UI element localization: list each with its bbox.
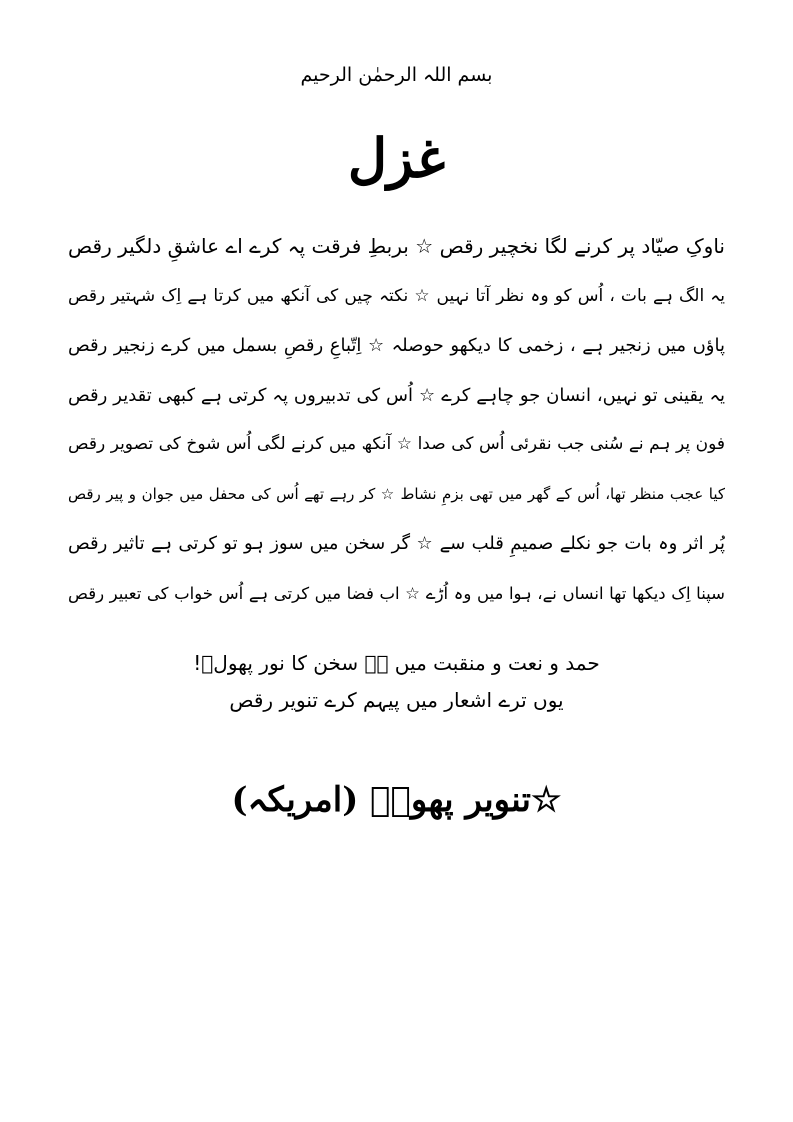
verse-line: سپنا اِک دیکھا تھا انساں نے، ہوا میں وہ اُڑے ☆ اب فضا میں کرتی ہے اُس خواب کی تعبیر رقص bbox=[68, 583, 725, 603]
closing-line: یوں ترے اشعار میں پیہم کرے تنویر رقص bbox=[229, 688, 564, 712]
closing-line: حمد و نعت و منقبت میں ہے سخن کا نور پھولؔ! bbox=[193, 651, 600, 675]
page-title: غزل bbox=[347, 126, 446, 190]
verse-line: یہ الگ ہے بات ، اُس کو وہ نظر آتا نہیں ☆ نکتہ چیں کی آنکھ میں کرتا ہے اِک شہتیر رقص bbox=[68, 285, 725, 306]
poet-signature: ☆تنویر پھولؔ (امریکہ) bbox=[231, 780, 562, 820]
verse-line: ناوکِ صیّاد پر کرنے لگا نخچیر رقص ☆ بربطِ فرقت پہ کرے اے عاشقِ دلگیر رقص bbox=[68, 234, 725, 258]
verse-line: فون پر ہم نے سُنی جب نقرئی اُس کی صدا ☆ آنکھ میں کرنے لگی اُس شوخ کی تصویر رقص bbox=[68, 434, 725, 454]
verse-list bbox=[68, 222, 725, 618]
closing-couplet bbox=[0, 645, 793, 719]
verse-line: کیا عجب منظر تھا، اُس کے گھر میں تھی بزمِ نشاط ☆ کر رہے تھے اُس کی محفل میں جوان و پیر رقص bbox=[68, 484, 725, 503]
verse-line: پاؤں میں زنجیر ہے ، زخمی کا دیکھو حوصلہ ☆ اِتّباعِ رقصِ بسمل میں کرے زنجیر رقص bbox=[68, 335, 725, 356]
verse-line: پُر اثر وہ بات جو نکلے صمیمِ قلب سے ☆ گر سخن میں سوز ہو تو کرتی ہے تاثیر رقص bbox=[68, 533, 725, 554]
verse-line: یہ یقینی تو نہیں، انسان جو چاہے کرے ☆ اُس کی تدبیروں پہ کرتی ہے کبھی تقدیر رقص bbox=[68, 384, 725, 406]
bismillah-heading: بسم اللہ الرحمٰن الرحیم bbox=[300, 64, 493, 86]
